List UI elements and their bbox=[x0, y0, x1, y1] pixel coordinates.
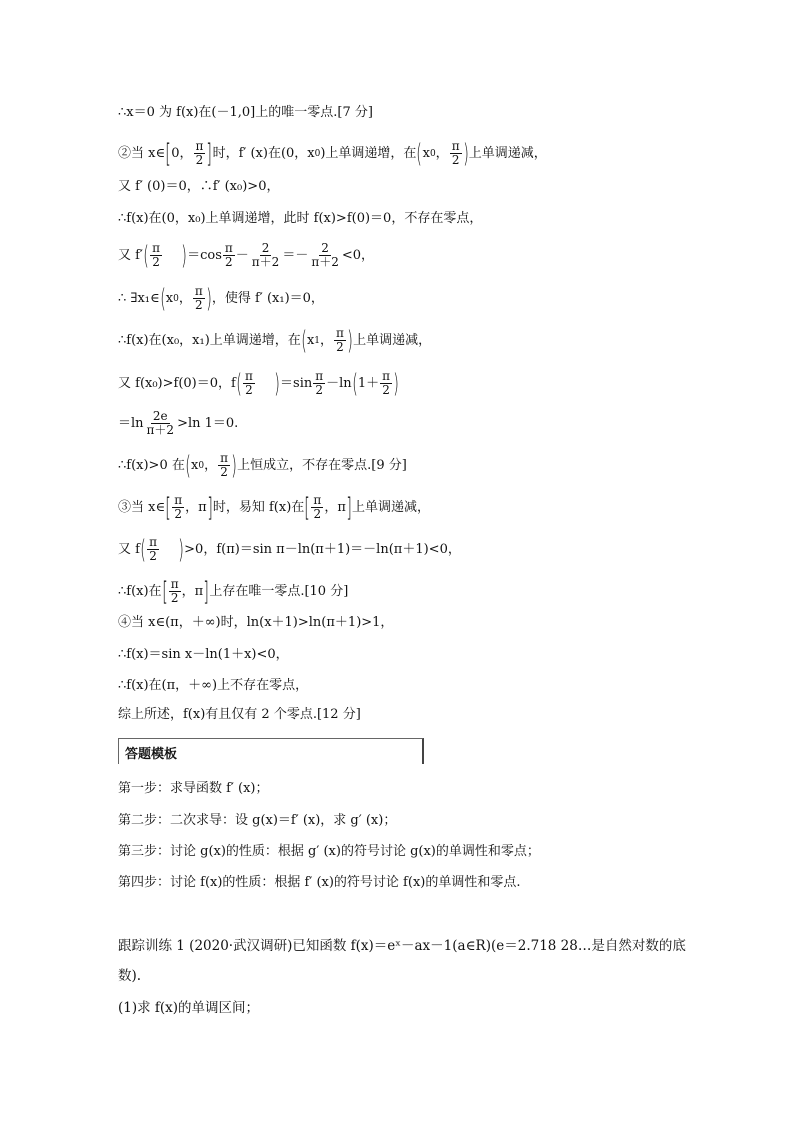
solution-line: ②当 x∈ [ 0， $\frac{\pi}{2}$ ] 时，f′ (x)在(0，x 0 )上单调递增，在 ( x 0 ， $\frac{\pi}{2}$ ) 上单调递减， bbox=[118, 138, 547, 169]
template-step: 第三步：讨论 g(x)的性质：根据 g′ (x)的符号讨论 g(x)的单调性和零点； bbox=[118, 844, 540, 859]
fraction: $\frac{\pi}{2}$ bbox=[451, 139, 460, 167]
template-step: 第四步：讨论 f(x)的性质：根据 f′ (x)的符号讨论 f(x)的单调性和零点. bbox=[118, 875, 521, 890]
fraction: $\frac{2}{\pi+2}$ bbox=[311, 241, 339, 269]
solution-line: ∴f(x)在 [ $\frac{\pi}{2}$ ，π ] 上存在唯一零点.[10 分] bbox=[118, 576, 349, 607]
fraction: $\frac{\pi}{2}$ bbox=[382, 369, 390, 397]
training-line: 跟踪训练 1 (2020·武汉调研)已知函数 f(x)＝eˣ－ax－1(a∈R)(e＝2.718 28…是自然对数的底 bbox=[118, 938, 686, 954]
fraction: $\frac{\pi}{2}$ bbox=[220, 451, 228, 479]
training-line: (1)求 f(x)的单调区间； bbox=[118, 1000, 260, 1016]
template-box bbox=[118, 738, 424, 764]
solution-line: ∴x＝0 为 f(x)在(－1,0]上的唯一零点.[7 分] bbox=[118, 105, 373, 120]
fraction: $\frac{\pi}{2}$ bbox=[313, 493, 322, 521]
fraction: $\frac{\pi}{2}$ bbox=[170, 577, 179, 605]
fraction: $\frac{\pi}{2}$ bbox=[174, 493, 183, 521]
template-step: 第一步：求导函数 f′ (x)； bbox=[118, 781, 269, 796]
solution-line: ∴ ∃x₁∈ ( x 0 ， $\frac{\pi}{2}$ ) ，使得 f′ (x₁)＝0， bbox=[118, 283, 324, 314]
fraction: $\frac{\pi}{2}$ bbox=[152, 241, 160, 269]
solution-line: 又 f′ ( $\frac{\pi}{2}$ ) ＝cos $\frac{\pi}{2}$ － $\frac{2}{\pi+2}$ ＝－ $\frac{2}{\pi+2}$ <0， bbox=[118, 240, 375, 271]
template-step: 第二步：二次求导：设 g(x)＝f′ (x)，求 g′ (x)； bbox=[118, 813, 397, 828]
fraction: $\frac{2e}{\pi+2}$ bbox=[146, 409, 175, 437]
solution-line: 又 f′ (0)＝0，∴f′ (x₀)>0， bbox=[118, 179, 280, 194]
solution-line: ∴f(x)＝sin x－ln(1＋x)<0， bbox=[118, 647, 289, 662]
fraction: $\frac{\pi}{2}$ bbox=[149, 535, 157, 563]
fraction: $\frac{\pi}{2}$ bbox=[315, 369, 324, 397]
fraction: $\frac{\pi}{2}$ bbox=[245, 369, 253, 397]
fraction: $\frac{\pi}{2}$ bbox=[336, 326, 344, 354]
fraction: $\frac{\pi}{2}$ bbox=[195, 139, 204, 167]
solution-line: 又 f(x₀)>f(0)＝0，f ( $\frac{\pi}{2}$ ) ＝sin $\frac{\pi}{2}$ －ln ( 1＋ $\frac{\pi}{2}$ ) bbox=[118, 368, 399, 399]
solution-line: ∴f(x)在(x₀，x₁)上单调递增，在 ( x 1 ， $\frac{\pi}{2}$ ) 上单调递减， bbox=[118, 325, 432, 356]
solution-line: ∴f(x)在(π，＋∞)上不存在零点， bbox=[118, 678, 309, 693]
solution-line: ＝ln $\frac{2e}{\pi+2}$ >ln 1＝0. bbox=[118, 409, 239, 437]
template-box-title: 答题模板 bbox=[125, 747, 178, 762]
fraction: $\frac{\pi}{2}$ bbox=[194, 284, 203, 312]
solution-line: ④当 x∈(π，＋∞)时，ln(x＋1)>ln(π＋1)>1， bbox=[118, 615, 394, 630]
solution-line: 又 f ( $\frac{\pi}{2}$ ) >0，f(π)＝sin π－ln(π＋1)＝－ln(π＋1)<0， bbox=[118, 534, 461, 565]
training-line: 数). bbox=[118, 968, 142, 984]
fraction: $\frac{2}{\pi+2}$ bbox=[251, 241, 280, 269]
solution-line: 综上所述，f(x)有且仅有 2 个零点.[12 分] bbox=[118, 707, 361, 722]
fraction: $\frac{\pi}{2}$ bbox=[224, 241, 233, 269]
solution-line: ③当 x∈ [ $\frac{\pi}{2}$ ，π ] 时，易知 f(x)在 [ $\frac{\pi}{2}$ ，π ] 上单调递减， bbox=[118, 492, 431, 523]
solution-line: ∴f(x)>0 在 ( x 0 ， $\frac{\pi}{2}$ ) 上恒成立，不存在零点.[9 分] bbox=[118, 450, 407, 481]
solution-line: ∴f(x)在(0，x₀)上单调递增，此时 f(x)>f(0)＝0，不存在零点， bbox=[118, 211, 483, 226]
